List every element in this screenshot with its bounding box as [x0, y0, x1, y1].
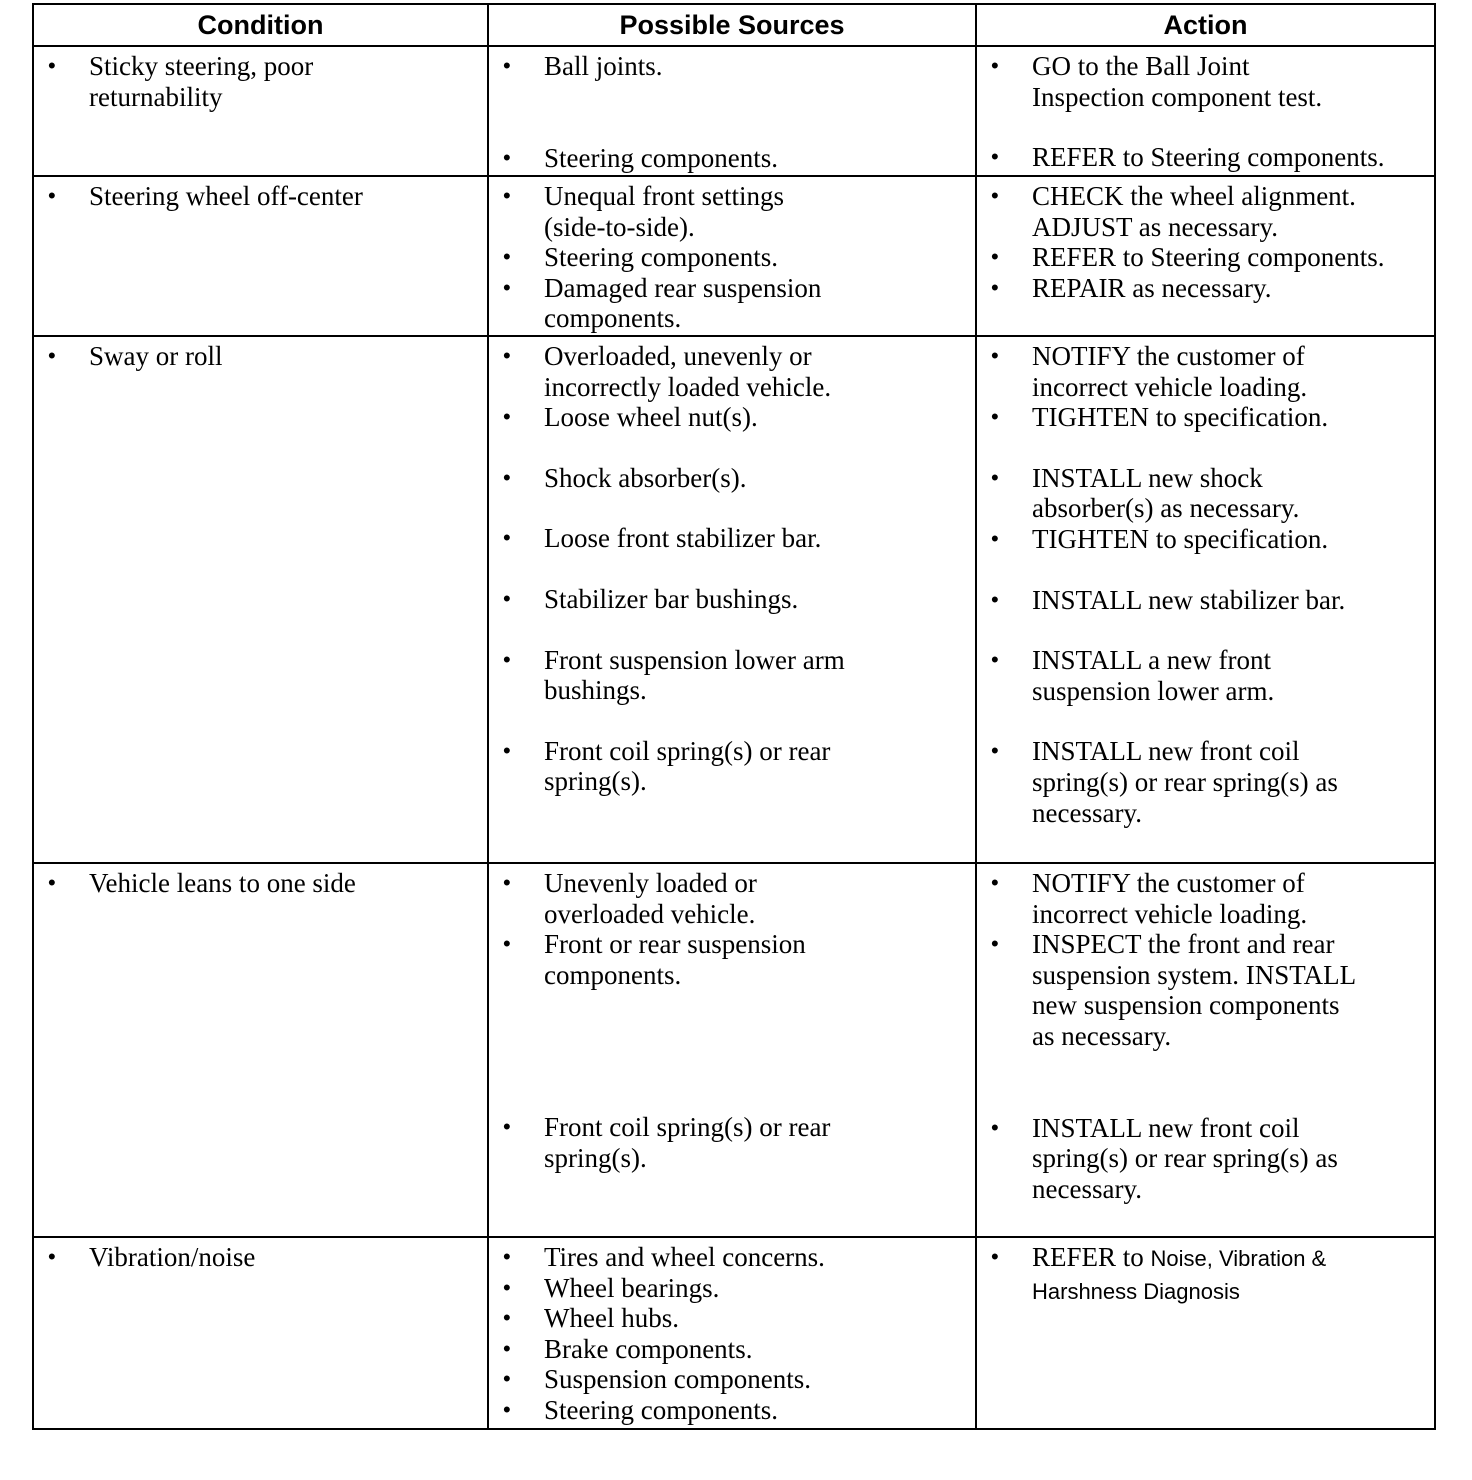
- list-item: [489, 645, 975, 706]
- bullet-icon: •: [503, 737, 511, 763]
- action-text: REFER to Steering components.: [1032, 142, 1385, 173]
- table-row: [33, 1237, 1435, 1429]
- condition-cell: [33, 1237, 488, 1429]
- table-row: [33, 336, 1435, 863]
- source-text: Wheel hubs.: [544, 1303, 679, 1334]
- action-cell: [976, 336, 1435, 863]
- condition-cell: [33, 336, 488, 863]
- list-item: [34, 1242, 487, 1273]
- header-row: [33, 4, 1435, 46]
- bullet-icon: •: [503, 870, 511, 895]
- bullet-icon: •: [48, 53, 56, 78]
- source-text: Unevenly loaded or overloaded vehicle.: [544, 868, 757, 929]
- source-text: Stabilizer bar bushings.: [544, 583, 799, 614]
- list-item: [977, 142, 1434, 173]
- condition-text: Steering wheel off-center: [89, 181, 363, 211]
- bullet-icon: •: [503, 244, 511, 270]
- bullet-icon: •: [991, 1244, 999, 1269]
- header-action: Action: [976, 4, 1435, 46]
- table-row: [33, 176, 1435, 336]
- bullet-icon: •: [503, 274, 511, 300]
- list-item: [977, 341, 1434, 402]
- list-item: [977, 1242, 1434, 1307]
- condition-text: Vibration/noise: [89, 1242, 256, 1272]
- list-item: [489, 463, 975, 494]
- sources-cell: [488, 336, 976, 863]
- source-text: Overloaded, unevenly or incorrectly loaded vehicle.: [544, 341, 832, 402]
- action-text: REFER to Steering components.: [1032, 242, 1385, 273]
- action-text: INSTALL new shock absorber(s) as necessary.: [1032, 462, 1300, 524]
- condition-text: Vehicle leans to one side: [89, 868, 356, 898]
- list-item: [489, 1273, 975, 1304]
- sources-cell: [488, 1237, 976, 1429]
- bullet-icon: •: [991, 343, 999, 368]
- bullet-icon: •: [991, 738, 999, 764]
- bullet-icon: •: [503, 1244, 511, 1269]
- list-item: [34, 341, 487, 372]
- list-item: [489, 181, 975, 242]
- source-text: Suspension components.: [544, 1364, 811, 1395]
- bullet-icon: •: [991, 1114, 999, 1140]
- list-item: [489, 868, 975, 929]
- source-text: Front or rear suspension components.: [544, 929, 806, 990]
- condition-text: Sticky steering, poor returnability: [89, 51, 314, 112]
- bullet-icon: •: [503, 1366, 511, 1392]
- list-item: [977, 51, 1434, 112]
- action-text: INSTALL new stabilizer bar.: [1032, 584, 1346, 615]
- source-text: Front suspension lower arm bushings.: [544, 644, 845, 706]
- bullet-icon: •: [48, 183, 56, 208]
- list-item: [977, 736, 1434, 828]
- action-cell: [976, 1237, 1435, 1429]
- source-text: Ball joints.: [544, 51, 663, 81]
- list-item: [977, 524, 1434, 555]
- list-item: [977, 181, 1434, 242]
- list-item: [977, 868, 1434, 929]
- list-item: [977, 929, 1434, 1051]
- list-item: [489, 929, 975, 990]
- bullet-icon: •: [503, 585, 511, 611]
- bullet-icon: •: [503, 464, 511, 490]
- list-item: [489, 1334, 975, 1365]
- action-text: INSTALL new front coil spring(s) or rear spring(s) as necessary.: [1032, 736, 1338, 828]
- action-text: GO to the Ball Joint Inspection component test.: [1032, 51, 1323, 112]
- bullet-icon: •: [503, 144, 511, 170]
- bullet-icon: •: [503, 1274, 511, 1300]
- condition-cell: [33, 46, 488, 176]
- list-item: [977, 463, 1434, 524]
- list-item: [489, 1303, 975, 1334]
- bullet-icon: •: [503, 1335, 511, 1361]
- action-text: CHECK the wheel alignment. ADJUST as necessary.: [1032, 181, 1356, 242]
- bullet-icon: •: [991, 464, 999, 490]
- list-item: [977, 273, 1434, 304]
- list-item: [489, 242, 975, 273]
- table-row: [33, 863, 1435, 1237]
- source-text: Steering components.: [544, 1394, 778, 1425]
- source-text: Damaged rear suspension components.: [544, 272, 822, 334]
- list-item: [489, 51, 975, 82]
- bullet-icon: •: [503, 525, 511, 551]
- source-text: Shock absorber(s).: [544, 462, 747, 493]
- list-item: [489, 273, 975, 334]
- condition-cell: [33, 176, 488, 336]
- condition-text: Sway or roll: [89, 341, 223, 371]
- list-item: [34, 181, 487, 212]
- bullet-icon: •: [503, 183, 511, 208]
- list-item: [977, 645, 1434, 706]
- bullet-icon: •: [991, 53, 999, 78]
- source-text: Tires and wheel concerns.: [544, 1242, 825, 1272]
- sources-cell: [488, 863, 976, 1237]
- source-text: Brake components.: [544, 1333, 753, 1364]
- list-item: [489, 1112, 975, 1173]
- list-item: [977, 402, 1434, 433]
- bullet-icon: •: [991, 870, 999, 895]
- action-text: NOTIFY the customer of incorrect vehicle loading.: [1032, 341, 1308, 402]
- bullet-icon: •: [991, 586, 999, 612]
- action-text-reference: Noise, Vibration & Harshness Diagnosis: [1032, 1246, 1327, 1304]
- list-item: [489, 736, 975, 797]
- header-possible-sources: Possible Sources: [488, 4, 976, 46]
- action-text: INSTALL new front coil spring(s) or rear spring(s) as necessary.: [1032, 1112, 1338, 1204]
- source-text: Loose front stabilizer bar.: [544, 523, 822, 554]
- condition-cell: [33, 863, 488, 1237]
- source-text: Front coil spring(s) or rear spring(s).: [544, 1112, 831, 1173]
- sources-cell: [488, 176, 976, 336]
- bullet-icon: •: [991, 647, 999, 673]
- list-item: [489, 1364, 975, 1395]
- action-cell: [976, 46, 1435, 176]
- list-item: [977, 1113, 1434, 1205]
- action-text: TIGHTEN to specification.: [1032, 523, 1329, 554]
- action-text: INSTALL a new front suspension lower arm.: [1032, 645, 1275, 706]
- bullet-icon: •: [48, 1244, 56, 1269]
- source-text: Unequal front settings (side-to-side).: [544, 181, 784, 242]
- list-item: [489, 402, 975, 433]
- bullet-icon: •: [503, 343, 511, 368]
- header-condition: Condition: [33, 4, 488, 46]
- bullet-icon: •: [503, 53, 511, 78]
- bullet-icon: •: [503, 1305, 511, 1331]
- bullet-icon: •: [991, 525, 999, 551]
- action-text-prefix: REFER to: [1032, 1242, 1151, 1272]
- bullet-icon: •: [991, 244, 999, 270]
- action-text: NOTIFY the customer of incorrect vehicle loading.: [1032, 868, 1308, 929]
- source-text: Wheel bearings.: [544, 1272, 720, 1303]
- source-text: Loose wheel nut(s).: [544, 402, 758, 433]
- bullet-icon: •: [991, 144, 999, 170]
- list-item: [489, 1242, 975, 1273]
- list-item: [489, 584, 975, 615]
- list-item: [34, 868, 487, 899]
- list-item: [34, 51, 487, 112]
- action-text: INSPECT the front and rear suspension system. INSTALL new suspension components as necessary.: [1032, 929, 1357, 1051]
- action-cell: [976, 176, 1435, 336]
- bullet-icon: •: [503, 404, 511, 430]
- bullet-icon: •: [991, 931, 999, 957]
- action-cell: [976, 863, 1435, 1237]
- bullet-icon: •: [991, 183, 999, 208]
- source-text: Steering components.: [544, 142, 778, 173]
- list-item: [489, 143, 975, 174]
- diagnosis-table: [32, 3, 1436, 1430]
- bullet-icon: •: [991, 404, 999, 430]
- bullet-icon: •: [503, 646, 511, 672]
- table-row: [33, 46, 1435, 176]
- bullet-icon: •: [503, 1114, 511, 1140]
- action-text: REPAIR as necessary.: [1032, 272, 1272, 303]
- list-item: [489, 341, 975, 402]
- source-text: Steering components.: [544, 242, 778, 273]
- list-item: [489, 1395, 975, 1426]
- bullet-icon: •: [503, 1396, 511, 1422]
- sources-cell: [488, 46, 976, 176]
- bullet-icon: •: [503, 931, 511, 957]
- bullet-icon: •: [48, 870, 56, 895]
- list-item: [977, 242, 1434, 273]
- source-text: Front coil spring(s) or rear spring(s).: [544, 735, 831, 797]
- action-text: TIGHTEN to specification.: [1032, 402, 1329, 433]
- list-item: [489, 523, 975, 554]
- list-item: [977, 585, 1434, 616]
- bullet-icon: •: [48, 343, 56, 368]
- bullet-icon: •: [991, 274, 999, 300]
